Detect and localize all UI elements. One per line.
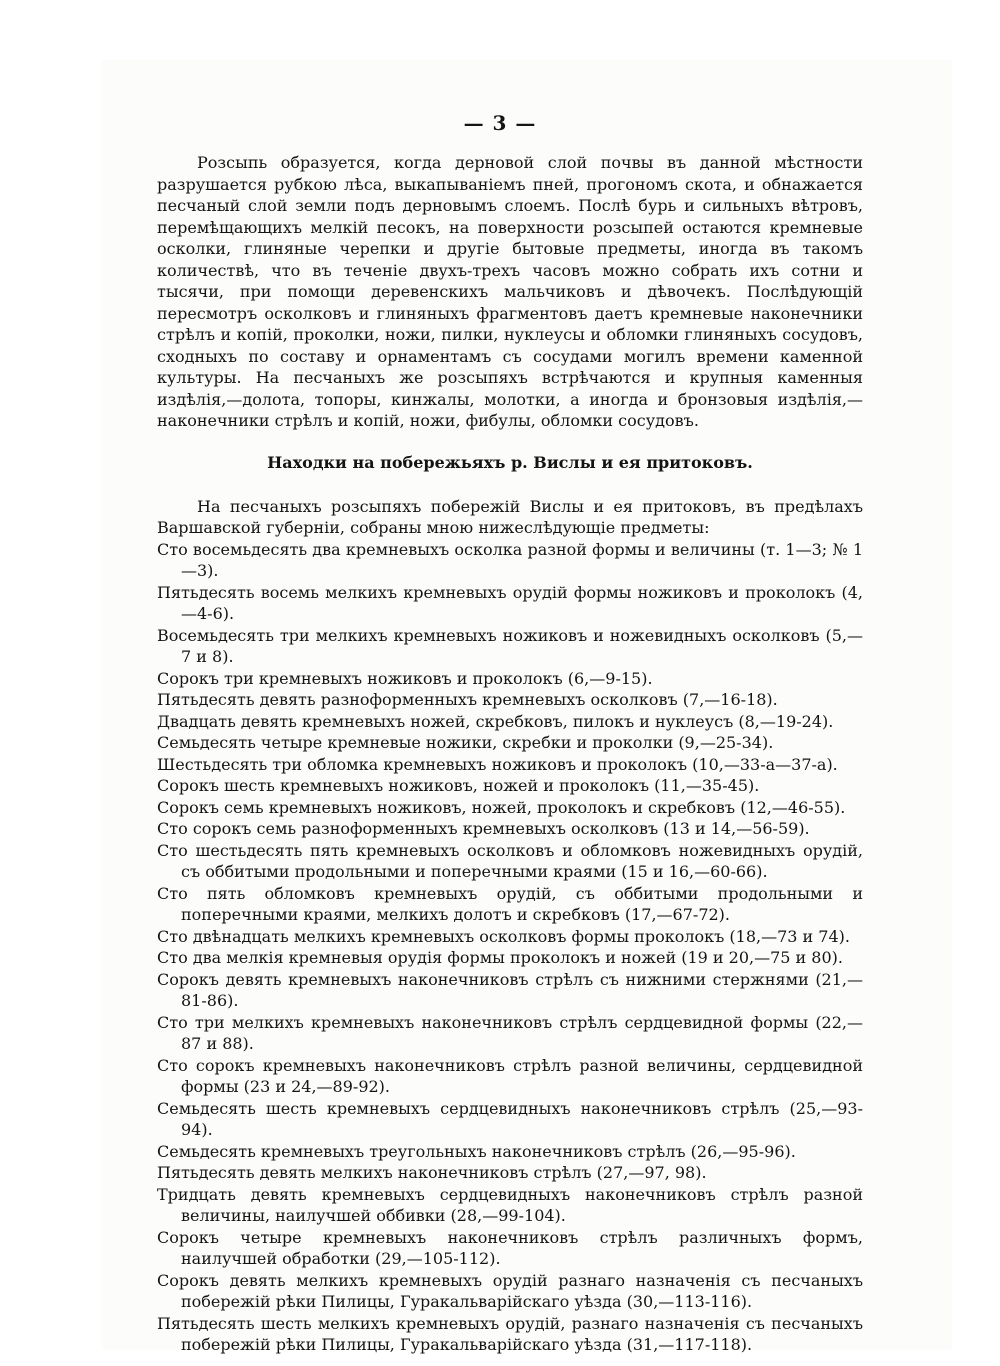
list-item: Сорокъ шесть кремневыхъ ножиковъ, ножей и проколокъ (11,—35-45). — [157, 776, 760, 795]
list-item: Сто три мелкихъ кремневыхъ наконечниковъ стрѣлъ сердцевидной формы (22,—87 и 88). — [157, 1012, 863, 1053]
list-item: Сорокъ девять мелкихъ кремневыхъ орудій разнаго назначенія съ песчаныхъ побережій рѣки Пилицы, Гуракальварійскаго уѣзда (30,—113-116). — [157, 1270, 863, 1311]
finds-list — [157, 539, 863, 1356]
list-item: Шестьдесять три обломка кремневыхъ ножиковъ и проколокъ (10,—33-а—37-а). — [157, 754, 838, 774]
list-item: Сорокъ четыре кремневыхъ наконечниковъ стрѣлъ различныхъ формъ, наилучшей обработки (29,—105-112). — [157, 1227, 863, 1268]
section-lead: На песчаныхъ розсыпяхъ побережій Вислы и ея притоковъ, въ предѣлахъ Варшавской губерніи, собраны мною нижеслѣдующіе предметы: — [157, 496, 863, 537]
list-item: Двадцать девять кремневыхъ ножей, скребковъ, пилокъ и нуклеусъ (8,—19-24). — [157, 711, 834, 731]
list-item: Тридцать девять кремневыхъ сердцевидныхъ наконечниковъ стрѣлъ разной величины, наилучшей оббивки (28,—99-104). — [157, 1184, 863, 1225]
section-heading: Находки на побережьяхъ р. Вислы и ея притоковъ. — [267, 452, 753, 472]
list-item: Сто пять обломковъ кремневыхъ орудій, съ оббитыми продольными и поперечными краями, мелкихъ долотъ и скребковъ (17,—67-72). — [157, 883, 863, 924]
list-item: Сто сорокъ кремневыхъ наконечниковъ стрѣлъ разной величины, сердцевидной формы (23 и 24,—89-92). — [157, 1055, 863, 1096]
list-item: Пятьдесять шесть мелкихъ кремневыхъ орудій, разнаго назначенія съ песчаныхъ побережій рѣки Пилицы, Гуракальварійскаго уѣзда (31,—117-118). — [157, 1313, 863, 1354]
list-item: Сто восемьдесять два кремневыхъ осколка разной формы и величины (т. 1—3; № 1—3). — [157, 539, 863, 580]
page-number: — 3 — — [463, 111, 537, 135]
list-item: Семьдесять шесть кремневыхъ сердцевидныхъ наконечниковъ стрѣлъ (25,—93-94). — [157, 1098, 863, 1139]
list-item: Восемьдесять три мелкихъ кремневыхъ ножиковъ и ножевидныхъ осколковъ (5,—7 и 8). — [157, 625, 863, 666]
list-item: Семьдесять четыре кремневые ножики, скребки и проколки (9,—25-34). — [157, 733, 774, 752]
list-item: Сто двѣнадцать мелкихъ кремневыхъ осколковъ формы проколокъ (18,—73 и 74). — [157, 926, 850, 946]
list-item: Сорокъ девять кремневыхъ наконечниковъ стрѣлъ съ нижними стержнями (21,—81-86). — [157, 969, 863, 1010]
list-item: Сто шестьдесять пять кремневыхъ осколковъ и обломковъ ножевидныхъ орудій, съ оббитыми продольными и поперечными краями (15 и 16,—60-66). — [157, 840, 863, 881]
page-body — [157, 152, 863, 1356]
intro-paragraph: Розсыпь образуется, когда дерновой слой почвы въ данной мѣстности разрушается рубкою лѣса, выкапываніемъ пней, прогономъ скота, и обнажается песчаный слой земли подъ дерновымъ слоемъ. Послѣ бурь и сильныхъ вѣтровъ, перемѣщающихъ мелкій песокъ, на поверхности розсыпей остаются кремневые осколки, глиняные черепки и другіе бытовые предметы, иногда въ такомъ количествѣ, что въ теченіе двухъ-трехъ часовъ можно собрать ихъ сотни и тысячи, при помощи деревенскихъ мальчиковъ и дѣвочекъ. Послѣдующій пересмотръ осколковъ и глиняныхъ фрагментовъ даетъ кремневые наконечники стрѣлъ и копій, проколки, ножи, пилки, нуклеусы и обломки глиняныхъ сосудовъ, сходныхъ по составу и орнаментамъ съ сосудами могилъ времени каменной культуры. На песчаныхъ же розсыпяхъ встрѣчаются и крупныя каменныя издѣлія,—долота, топоры, кинжалы, молотки, а иногда и бронзовыя издѣлія,—наконечники стрѣлъ и копій, ножи, фибулы, обломки сосудовъ. — [157, 153, 863, 430]
list-item: Пятьдесять девять мелкихъ наконечниковъ стрѣлъ (27,—97, 98). — [157, 1163, 707, 1182]
list-item: Сорокъ три кремневыхъ ножиковъ и проколокъ (6,—9-15). — [157, 668, 653, 688]
list-item: Пятьдесять девять разноформенныхъ кремневыхъ осколковъ (7,—16-18). — [157, 690, 778, 709]
list-item: Пятьдесять восемь мелкихъ кремневыхъ орудій формы ножиковъ и проколокъ (4,—4-6). — [157, 582, 863, 623]
list-item: Сорокъ семь кремневыхъ ножиковъ, ножей, проколокъ и скребковъ (12,—46-55). — [157, 797, 846, 817]
list-item: Семьдесять кремневыхъ треугольныхъ наконечниковъ стрѣлъ (26,—95-96). — [157, 1141, 796, 1161]
list-item: Сто сорокъ семь разноформенныхъ кремневыхъ осколковъ (13 и 14,—56-59). — [157, 819, 810, 838]
list-item: Сто два мелкія кремневыя орудія формы проколокъ и ножей (19 и 20,—75 и 80). — [157, 948, 843, 967]
